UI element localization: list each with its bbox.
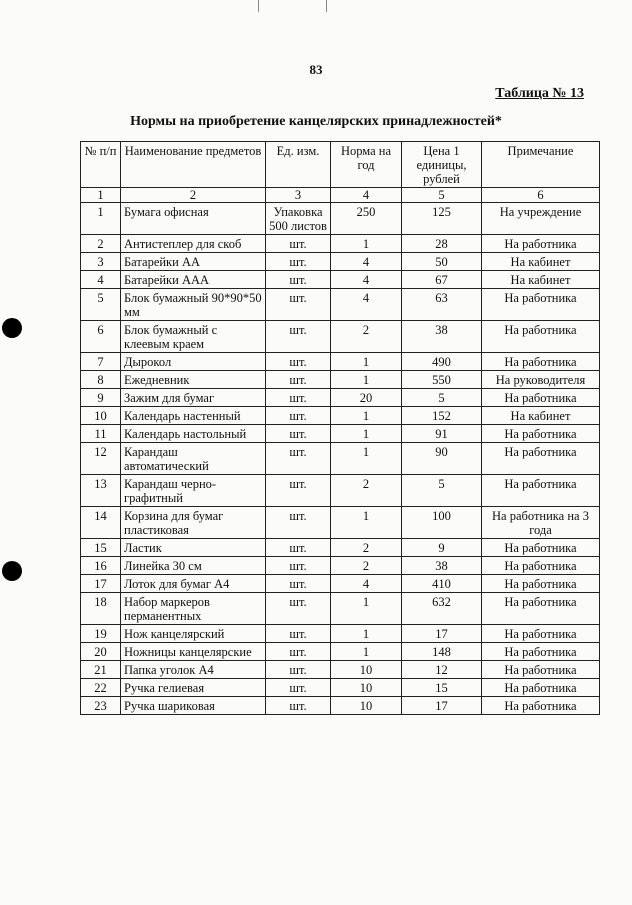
cell-unit-price: 50: [402, 253, 482, 271]
cell-item-name: Антистеплер для скоб: [121, 235, 266, 253]
cell-annual-norm: 2: [331, 539, 402, 557]
cell-annual-norm: 10: [331, 679, 402, 697]
table-header-row: [81, 142, 600, 188]
cell-item-name: Карандаш черно-графитный: [121, 475, 266, 507]
cell-row-number: 11: [81, 425, 121, 443]
table-row: [81, 253, 600, 271]
column-index-cell: 2: [121, 188, 266, 203]
cell-row-number: 4: [81, 271, 121, 289]
cell-row-number: 7: [81, 353, 121, 371]
cell-unit: Упаковка 500 листов: [266, 203, 331, 235]
cell-note: На работника: [482, 697, 600, 715]
table-row: [81, 507, 600, 539]
cell-note: На кабинет: [482, 253, 600, 271]
cell-annual-norm: 20: [331, 389, 402, 407]
cell-row-number: 18: [81, 593, 121, 625]
cell-unit-price: 152: [402, 407, 482, 425]
cell-unit-price: 91: [402, 425, 482, 443]
table-row: [81, 289, 600, 321]
cell-row-number: 9: [81, 389, 121, 407]
cell-row-number: 23: [81, 697, 121, 715]
cell-note: На работника: [482, 679, 600, 697]
cell-note: На кабинет: [482, 271, 600, 289]
cell-item-name: Ручка гелиевая: [121, 679, 266, 697]
cell-item-name: Бумага офисная: [121, 203, 266, 235]
cell-note: На работника: [482, 425, 600, 443]
cell-unit: шт.: [266, 679, 331, 697]
column-header-row-number: № п/п: [81, 142, 121, 188]
cell-unit-price: 5: [402, 389, 482, 407]
cell-item-name: Дырокол: [121, 353, 266, 371]
cell-unit-price: 38: [402, 321, 482, 353]
table-row: [81, 425, 600, 443]
cell-note: На работника: [482, 557, 600, 575]
cell-note: На работника: [482, 625, 600, 643]
cell-unit-price: 17: [402, 697, 482, 715]
cell-unit: шт.: [266, 625, 331, 643]
cell-item-name: Линейка 30 см: [121, 557, 266, 575]
cell-unit: шт.: [266, 557, 331, 575]
table-row: [81, 539, 600, 557]
cell-annual-norm: 1: [331, 407, 402, 425]
table-body: [81, 203, 600, 715]
cell-annual-norm: 1: [331, 235, 402, 253]
column-header-note: Примечание: [482, 142, 600, 188]
cell-annual-norm: 1: [331, 353, 402, 371]
cell-unit-price: 410: [402, 575, 482, 593]
cell-unit-price: 490: [402, 353, 482, 371]
cell-annual-norm: 250: [331, 203, 402, 235]
cell-unit-price: 632: [402, 593, 482, 625]
cell-unit: шт.: [266, 235, 331, 253]
cell-unit-price: 63: [402, 289, 482, 321]
cell-unit-price: 38: [402, 557, 482, 575]
column-header-unit: Ед. изм.: [266, 142, 331, 188]
scan-artifact: [326, 0, 327, 12]
cell-unit-price: 100: [402, 507, 482, 539]
cell-unit-price: 9: [402, 539, 482, 557]
cell-unit: шт.: [266, 289, 331, 321]
cell-unit: шт.: [266, 253, 331, 271]
punch-hole: [2, 561, 22, 581]
cell-item-name: Ластик: [121, 539, 266, 557]
cell-unit: шт.: [266, 425, 331, 443]
cell-row-number: 22: [81, 679, 121, 697]
cell-item-name: Папка уголок А4: [121, 661, 266, 679]
cell-item-name: Лоток для бумаг А4: [121, 575, 266, 593]
cell-row-number: 3: [81, 253, 121, 271]
cell-item-name: Блок бумажный с клеевым краем: [121, 321, 266, 353]
cell-annual-norm: 4: [331, 253, 402, 271]
cell-note: На учреждение: [482, 203, 600, 235]
cell-annual-norm: 1: [331, 643, 402, 661]
column-index-row: [81, 188, 600, 203]
cell-annual-norm: 2: [331, 557, 402, 575]
column-index-cell: 5: [402, 188, 482, 203]
column-index-cell: 1: [81, 188, 121, 203]
cell-unit-price: 90: [402, 443, 482, 475]
cell-row-number: 19: [81, 625, 121, 643]
table-label: Таблица № 13: [495, 86, 584, 101]
cell-row-number: 10: [81, 407, 121, 425]
cell-row-number: 16: [81, 557, 121, 575]
cell-annual-norm: 1: [331, 593, 402, 625]
cell-item-name: Календарь настольный: [121, 425, 266, 443]
cell-annual-norm: 1: [331, 625, 402, 643]
cell-row-number: 8: [81, 371, 121, 389]
table-row: [81, 679, 600, 697]
cell-unit-price: 28: [402, 235, 482, 253]
cell-item-name: Зажим для бумаг: [121, 389, 266, 407]
cell-unit-price: 148: [402, 643, 482, 661]
cell-item-name: Ножницы канцелярские: [121, 643, 266, 661]
cell-note: На работника: [482, 235, 600, 253]
cell-note: На работника: [482, 661, 600, 679]
cell-unit: шт.: [266, 575, 331, 593]
cell-note: На работника: [482, 389, 600, 407]
cell-unit: шт.: [266, 353, 331, 371]
cell-note: На работника: [482, 539, 600, 557]
cell-note: На работника: [482, 289, 600, 321]
cell-unit: шт.: [266, 371, 331, 389]
scan-artifact: [258, 0, 259, 12]
cell-annual-norm: 1: [331, 507, 402, 539]
cell-item-name: Блок бумажный 90*90*50 мм: [121, 289, 266, 321]
cell-item-name: Батарейки АА: [121, 253, 266, 271]
cell-unit-price: 15: [402, 679, 482, 697]
cell-note: На работника: [482, 353, 600, 371]
column-index-cell: 3: [266, 188, 331, 203]
cell-row-number: 5: [81, 289, 121, 321]
cell-row-number: 6: [81, 321, 121, 353]
table-row: [81, 557, 600, 575]
table-row: [81, 643, 600, 661]
cell-row-number: 1: [81, 203, 121, 235]
table-row: [81, 389, 600, 407]
cell-note: На работника: [482, 321, 600, 353]
cell-item-name: Батарейки ААА: [121, 271, 266, 289]
column-header-unit-price: Цена 1 единицы, рублей: [402, 142, 482, 188]
table-row: [81, 593, 600, 625]
cell-unit-price: 12: [402, 661, 482, 679]
cell-unit: шт.: [266, 507, 331, 539]
cell-note: На работника на 3 года: [482, 507, 600, 539]
table-row: [81, 235, 600, 253]
table-row: [81, 625, 600, 643]
cell-unit: шт.: [266, 321, 331, 353]
cell-unit: шт.: [266, 271, 331, 289]
cell-annual-norm: 4: [331, 289, 402, 321]
cell-unit: шт.: [266, 389, 331, 407]
table-row: [81, 353, 600, 371]
cell-row-number: 12: [81, 443, 121, 475]
cell-row-number: 13: [81, 475, 121, 507]
column-header-annual-norm: Норма на год: [331, 142, 402, 188]
cell-annual-norm: 1: [331, 371, 402, 389]
table-row: [81, 407, 600, 425]
cell-item-name: Карандаш автоматический: [121, 443, 266, 475]
cell-item-name: Календарь настенный: [121, 407, 266, 425]
cell-unit-price: 67: [402, 271, 482, 289]
column-header-item-name: Наименование предметов: [121, 142, 266, 188]
table-row: [81, 661, 600, 679]
table-row: [81, 371, 600, 389]
cell-unit: шт.: [266, 697, 331, 715]
document-title: Нормы на приобретение канцелярских принадлежностей*: [130, 114, 502, 129]
table-row: [81, 203, 600, 235]
cell-unit-price: 125: [402, 203, 482, 235]
cell-row-number: 17: [81, 575, 121, 593]
cell-annual-norm: 10: [331, 661, 402, 679]
norms-table: [80, 141, 600, 715]
cell-note: На работника: [482, 575, 600, 593]
cell-unit: шт.: [266, 661, 331, 679]
table-row: [81, 443, 600, 475]
cell-unit-price: 550: [402, 371, 482, 389]
table-row: [81, 475, 600, 507]
cell-note: На работника: [482, 443, 600, 475]
cell-annual-norm: 4: [331, 575, 402, 593]
cell-row-number: 21: [81, 661, 121, 679]
cell-note: На работника: [482, 643, 600, 661]
column-index-cell: 4: [331, 188, 402, 203]
table-row: [81, 575, 600, 593]
cell-item-name: Корзина для бумаг пластиковая: [121, 507, 266, 539]
cell-unit: шт.: [266, 593, 331, 625]
cell-unit: шт.: [266, 475, 331, 507]
cell-unit: шт.: [266, 643, 331, 661]
cell-row-number: 14: [81, 507, 121, 539]
cell-item-name: Ежедневник: [121, 371, 266, 389]
cell-note: На работника: [482, 593, 600, 625]
cell-annual-norm: 10: [331, 697, 402, 715]
cell-unit: шт.: [266, 539, 331, 557]
cell-unit: шт.: [266, 443, 331, 475]
cell-annual-norm: 2: [331, 475, 402, 507]
cell-item-name: Ручка шариковая: [121, 697, 266, 715]
table-row: [81, 697, 600, 715]
cell-annual-norm: 1: [331, 443, 402, 475]
cell-row-number: 15: [81, 539, 121, 557]
cell-unit-price: 5: [402, 475, 482, 507]
cell-item-name: Нож канцелярский: [121, 625, 266, 643]
cell-note: На кабинет: [482, 407, 600, 425]
cell-row-number: 20: [81, 643, 121, 661]
column-index-cell: 6: [482, 188, 600, 203]
cell-note: На руководителя: [482, 371, 600, 389]
cell-note: На работника: [482, 475, 600, 507]
table-row: [81, 321, 600, 353]
cell-annual-norm: 1: [331, 425, 402, 443]
table-row: [81, 271, 600, 289]
cell-unit: шт.: [266, 407, 331, 425]
cell-item-name: Набор маркеров перманентных: [121, 593, 266, 625]
cell-row-number: 2: [81, 235, 121, 253]
page-number: 83: [309, 62, 323, 77]
cell-annual-norm: 4: [331, 271, 402, 289]
punch-hole: [2, 318, 22, 338]
cell-unit-price: 17: [402, 625, 482, 643]
cell-annual-norm: 2: [331, 321, 402, 353]
